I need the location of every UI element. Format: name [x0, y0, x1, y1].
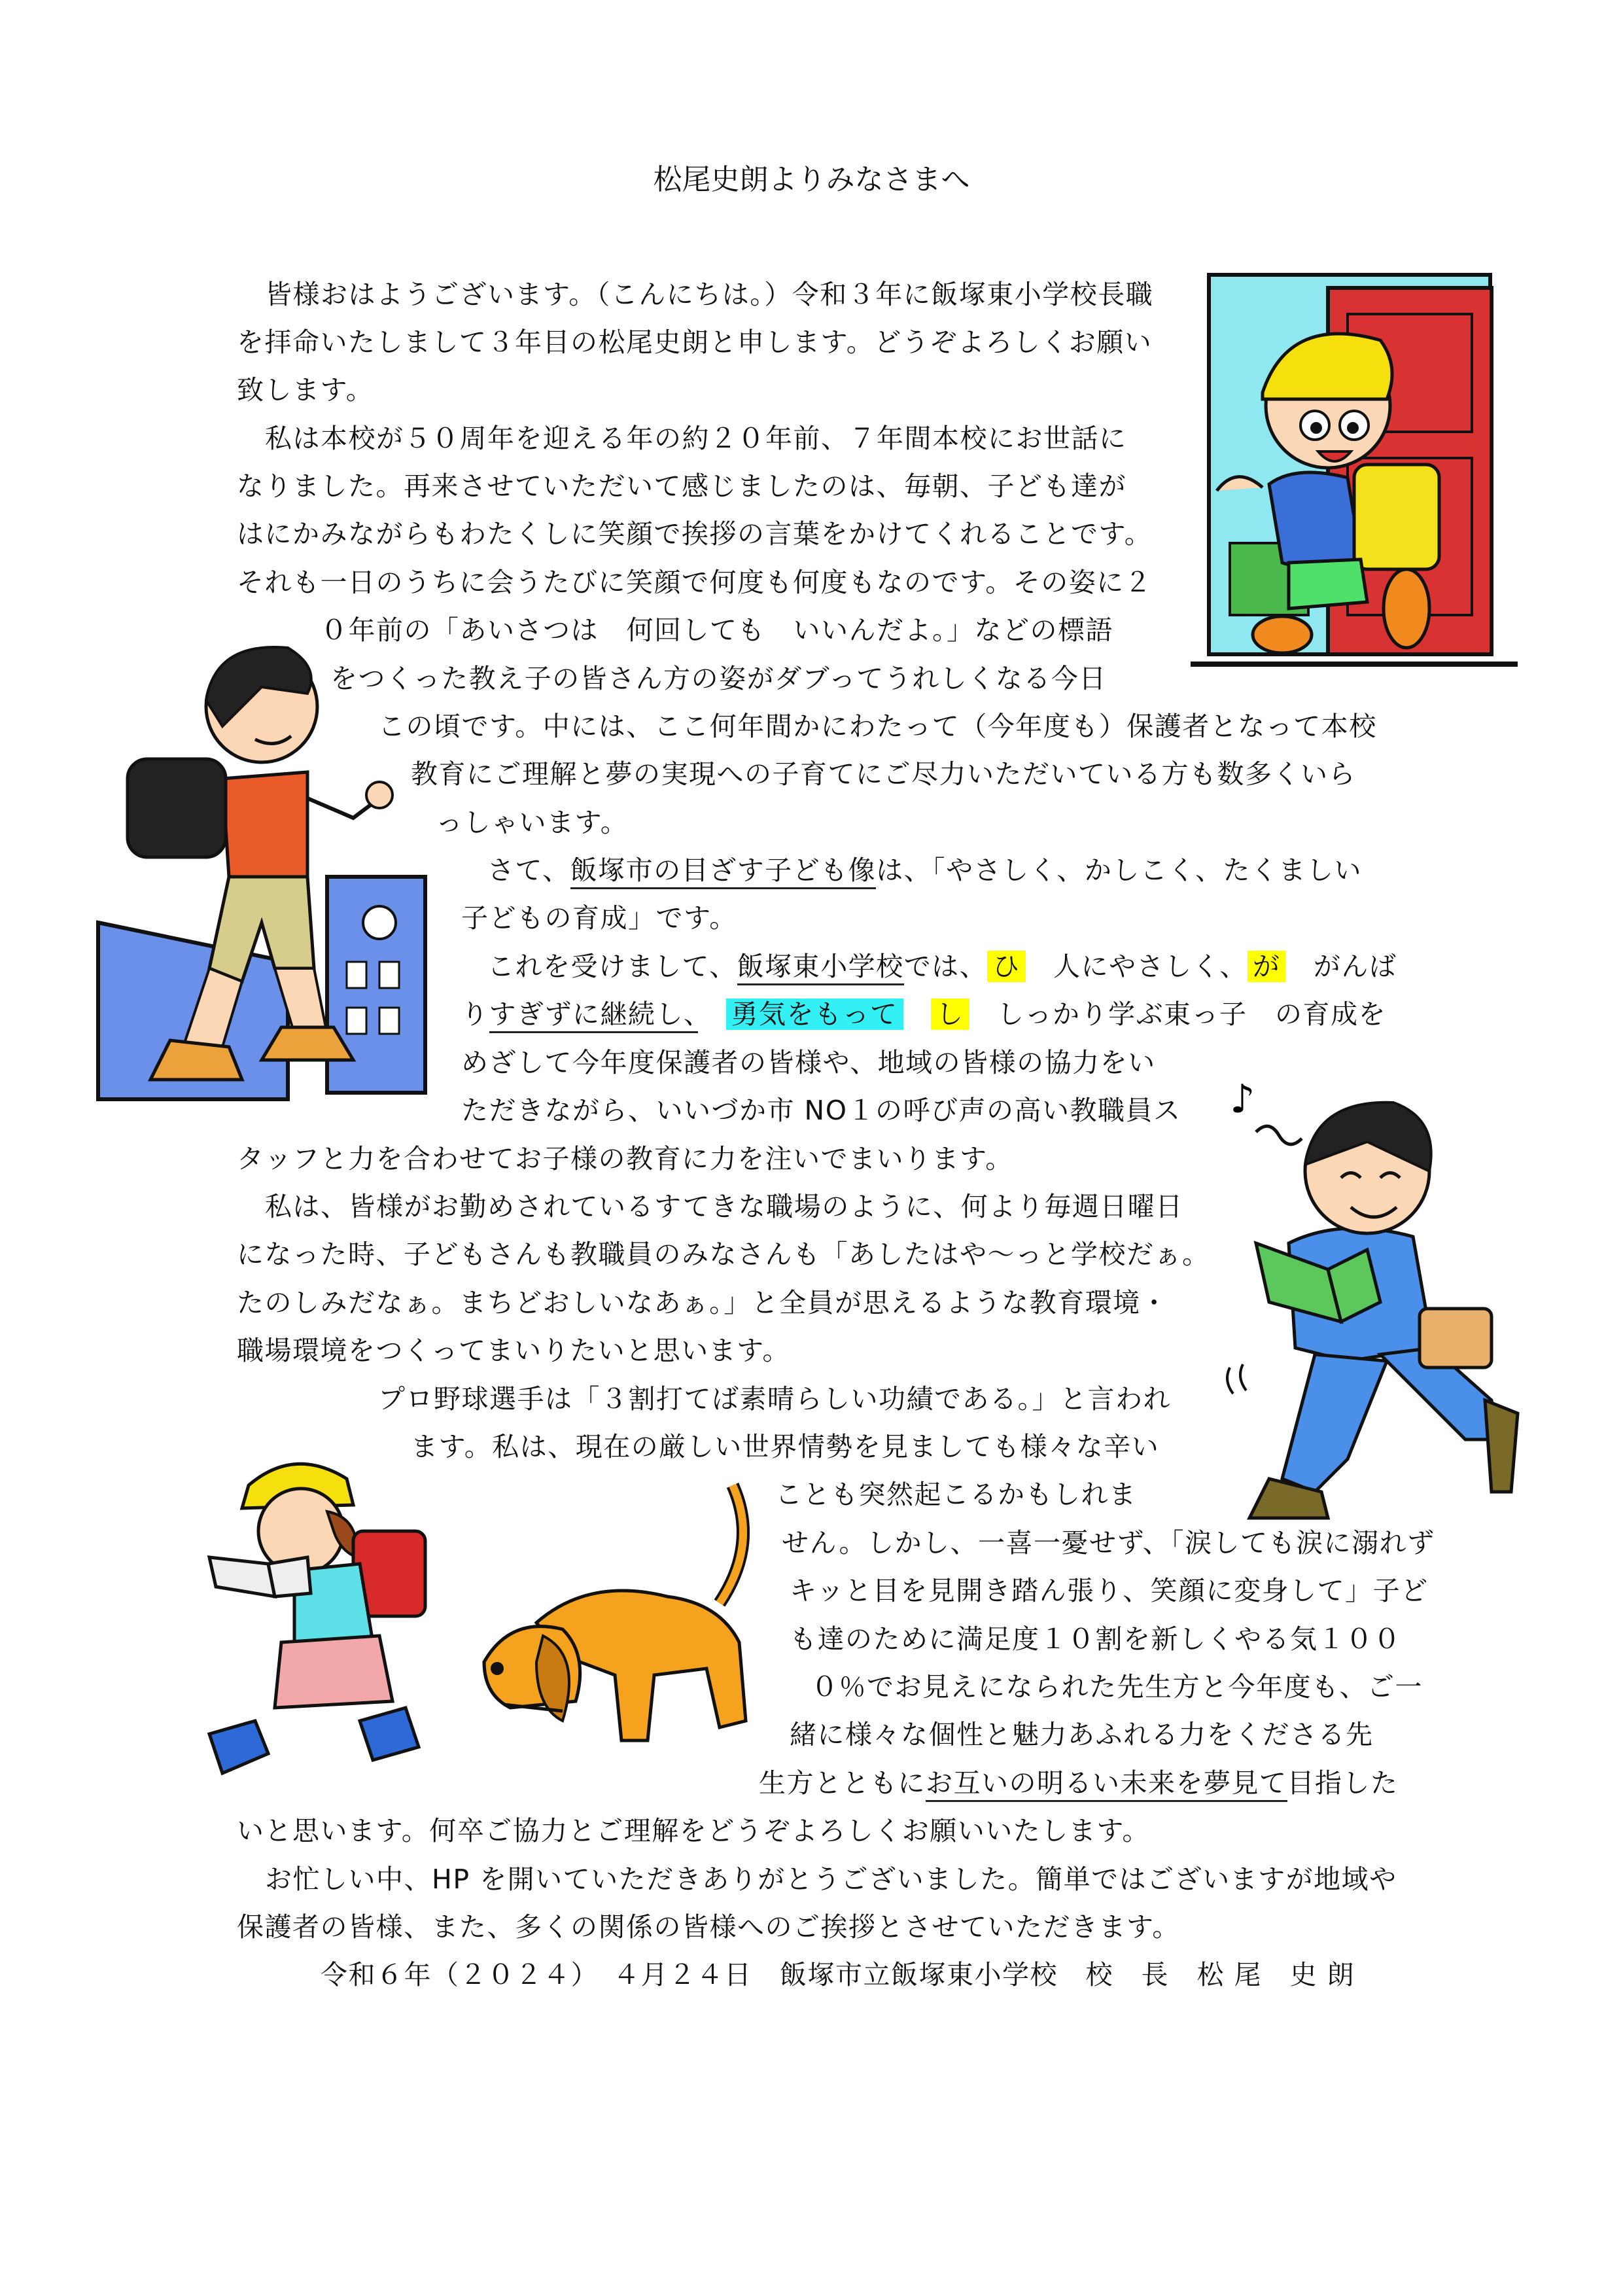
- text-line: をつくった教え子の皆さん方の姿がダブってうれしくなる今日: [330, 663, 1107, 694]
- text-line: プロ野球選手は「３割打てば素晴らしい功績である。」と言われ: [378, 1383, 1171, 1415]
- text-line: ます。私は、現在の厳しい世界情勢を見ましても様々な辛い: [411, 1431, 1160, 1462]
- highlight-shi: し: [931, 998, 969, 1030]
- text-line: 保護者の皆様、また、多くの関係の皆様へのご挨拶とさせていただきます。: [237, 1911, 1180, 1943]
- text-segment: は、「やさしく、かしこく、たくましい: [876, 855, 1363, 886]
- text-line: になった時、子どもさんも教職員のみなさんも「あしたはや〜っと学校だぁ。: [237, 1239, 1210, 1270]
- text-line: [759, 1767, 1399, 1799]
- text-segment: さて、: [487, 855, 570, 886]
- text-segment: 生方とともに: [759, 1767, 926, 1799]
- text-line: ０年前の「あいさつは 何回しても いいんだよ。」などの標語: [321, 614, 1113, 646]
- text-line: せん。しかし、一喜一憂せず、「涙しても涙に溺れず: [782, 1527, 1435, 1559]
- svg-text:♪: ♪: [1230, 1076, 1255, 1122]
- text-line: 緒に様々な個性と魅力あふれる力をくださる先: [790, 1719, 1374, 1750]
- highlight-hi: ひ: [987, 951, 1026, 982]
- signature-line: 令和６年（２０２４） ４月２４日 飯塚市立飯塚東小学校 校 長 松 尾 史 朗: [321, 1959, 1355, 1990]
- underlined-phrase: すぎずに継続し、: [489, 998, 699, 1033]
- text-line: めざして今年度保護者の皆様や、地域の皆様の協力をい: [461, 1047, 1156, 1078]
- underlined-phrase: 飯塚市の目ざす子ども像: [570, 855, 877, 889]
- text-line: キッと目を見開き踏ん張り、笑顔に変身して」子ど: [790, 1575, 1429, 1606]
- text-line: 皆様おはようございます。（こんにちは。）令和３年に飯塚東小学校長職: [265, 279, 1154, 310]
- text-segment: [903, 998, 932, 1030]
- text-line: 子どもの育成」です。: [461, 902, 737, 934]
- highlight-ga: が: [1248, 951, 1286, 982]
- text-line: ただきながら、いいづか市 NO１の呼び声の高い教職員ス: [461, 1095, 1181, 1126]
- text-segment: 目指した: [1287, 1767, 1399, 1799]
- text-line: それも一日のうちに会うたびに笑顔で何度も何度もなのです。その姿に２: [237, 567, 1153, 598]
- text-line: お忙しい中、HP を開いていただきありがとうございました。簡単ではございますが地域や: [265, 1863, 1397, 1895]
- text-line: 職場環境をつくってまいりたいと思います。: [237, 1335, 790, 1366]
- text-line: [487, 953, 1397, 980]
- text-segment: 人にやさしく、: [1025, 951, 1248, 982]
- text-line: を拝命いたしまして３年目の松尾史朗と申します。どうぞよろしくお願い: [237, 327, 1153, 358]
- text-line: 私は本校が５０周年を迎える年の約２０年前、７年間本校にお世話に: [265, 423, 1127, 454]
- text-line: っしゃいます。: [436, 807, 629, 838]
- text-line: この頃です。中には、ここ何年間かにわたって（今年度も）保護者となって本校: [378, 711, 1377, 742]
- text-segment: [698, 998, 726, 1030]
- text-line: 致します。: [237, 374, 374, 406]
- text-line: なりました。再来させていただいて感じましたのは、毎朝、子ども達が: [237, 470, 1126, 502]
- text-line: 教育にご理解と夢の実現への子育てにご尽力いただいている方も数多くいら: [411, 758, 1356, 790]
- text-line: 私は、皆様がお勤めされているすてきな職場のように、何より毎週日曜日: [265, 1191, 1183, 1222]
- underlined-phrase: 飯塚東小学校: [737, 951, 904, 985]
- boy-hiking-illustration: [92, 628, 445, 1125]
- highlight-yuuki: 勇気をもって: [726, 998, 903, 1030]
- underlined-phrase: お互いの明るい未来を夢見て: [926, 1767, 1287, 1802]
- reading-student-illustration: [1217, 1073, 1544, 1531]
- text-segment: では、: [903, 951, 988, 982]
- text-segment: がんば: [1285, 951, 1397, 982]
- girl-and-dog-illustration: [196, 1446, 792, 1812]
- text-segment: しっかり学ぶ東っ子 の育成を: [969, 998, 1386, 1030]
- text-line: いと思います。何卒ご協力とご理解をどうぞよろしくお願いいたします。: [237, 1815, 1150, 1846]
- text-line: [461, 998, 1386, 1030]
- text-line: [487, 857, 1362, 884]
- text-segment: これを受けまして、: [487, 951, 737, 982]
- page-title: 松尾史朗よりみなさまへ: [653, 163, 970, 196]
- text-line: ことも突然起こるかもしれま: [775, 1479, 1137, 1510]
- text-segment: り: [461, 998, 489, 1030]
- text-line: はにかみながらもわたくしに笑顔で挨拶の言葉をかけてくれることです。: [237, 518, 1153, 550]
- boy-at-door-illustration: [1191, 268, 1524, 680]
- text-line: も達のために満足度１０割を新しくやる気１００: [790, 1623, 1401, 1655]
- text-line: タッフと力を合わせてお子様の教育に力を注いでまいります。: [237, 1143, 1013, 1174]
- text-line: たのしみだなぁ。まちどおしいなあぁ。」と全員が思えるような教育環境・: [237, 1287, 1169, 1318]
- text-line: ０％でお見えになられた先生方と今年度も、ご一: [811, 1671, 1423, 1703]
